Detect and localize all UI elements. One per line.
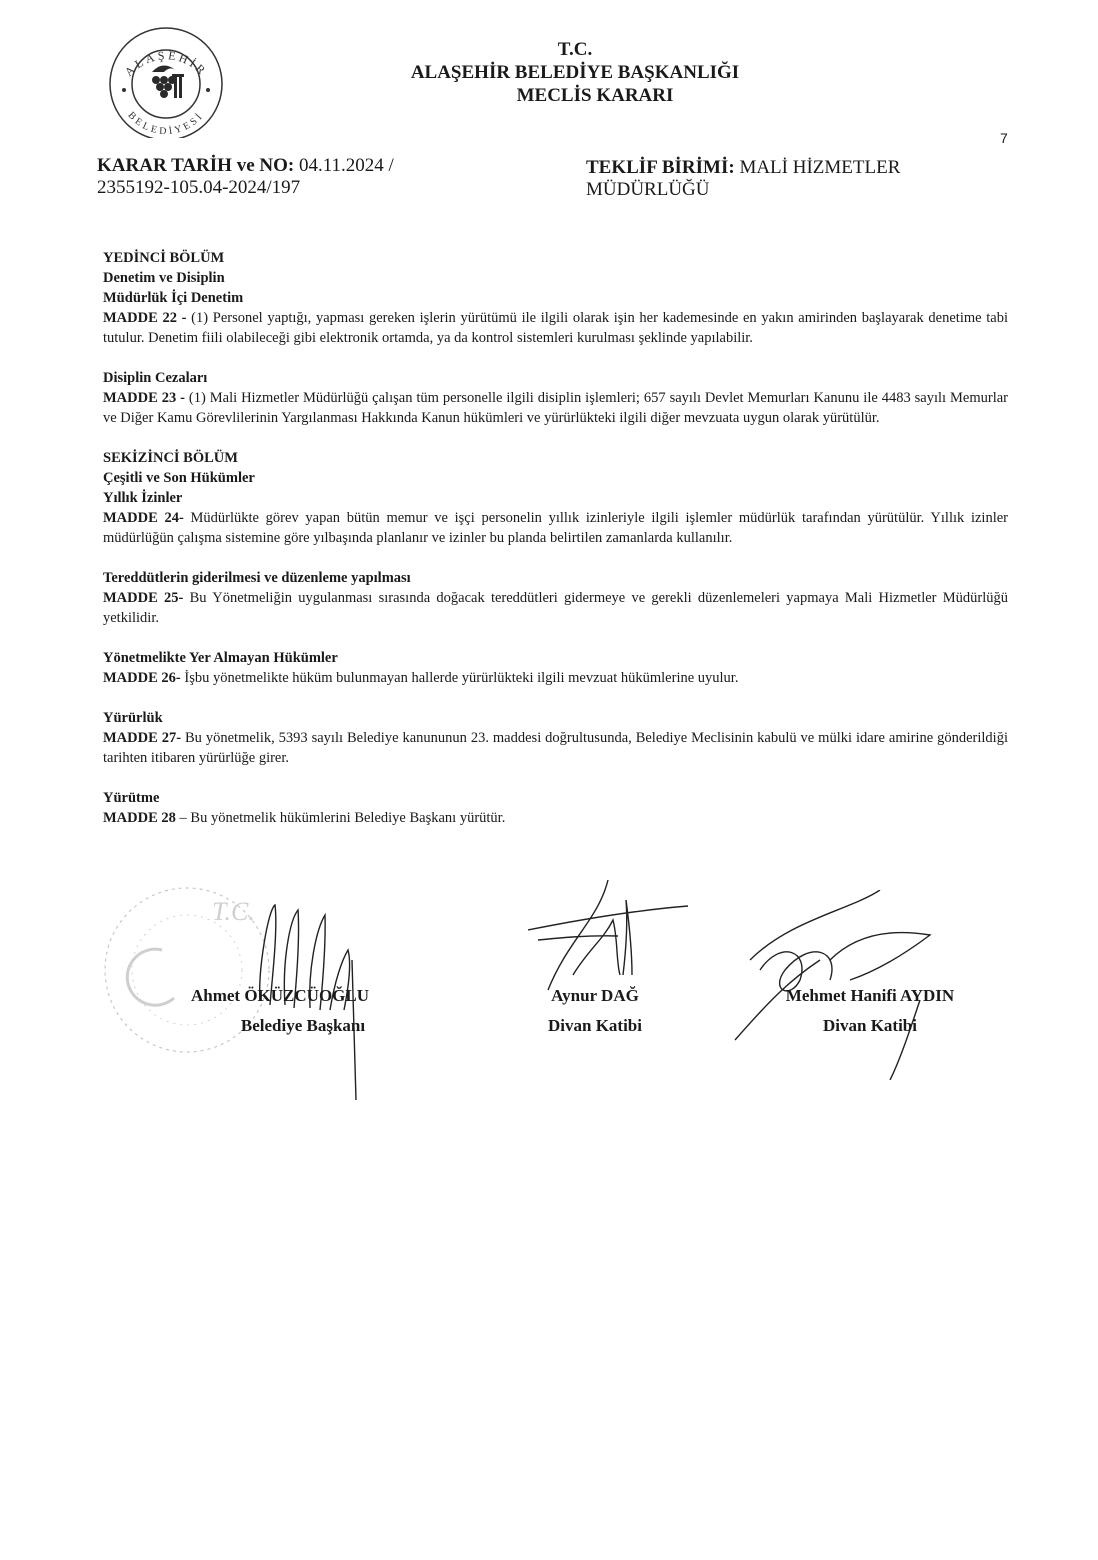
article-label: MADDE 23 -: [103, 390, 185, 406]
subheading: Yürütme: [103, 790, 160, 806]
article-text: Bu Yönetmeliğin uygulanması sırasında doğacak tereddütleri gidermeye ve gerekli düzenlemeleri yapmaya Mali Hizmetler Müdürlüğü yetkilidir.: [103, 590, 1008, 626]
proposal-label: TEKLİF BİRİMİ:: [586, 157, 735, 178]
article-label: MADDE 26-: [103, 670, 181, 686]
article-27: [103, 728, 1008, 768]
chapter-heading: YEDİNCİ BÖLÜM: [103, 250, 225, 266]
article-28: [103, 808, 1008, 828]
article-label: MADDE 24-: [103, 510, 184, 526]
article-label: MADDE 22 -: [103, 310, 187, 326]
document-body: [103, 248, 1008, 828]
article-24: [103, 508, 1008, 548]
article-label: MADDE 25-: [103, 590, 184, 606]
header-tc: T.C.: [557, 39, 593, 60]
subheading: Tereddütlerin giderilmesi ve düzenleme yapılması: [103, 570, 411, 586]
article-text: (1) Mali Hizmetler Müdürlüğü çalışan tüm personelle ilgili disiplin işlemleri; 657 sayılı Devlet Memurları Kanunu ile 4483 sayılı Memurlar ve Diğer Kamu Görevlilerinin Yargılanması Hakkında Kanun hükümleri ve yürürlükteki ilgili diğer mevzuata uygun olarak yürütülür.: [103, 390, 1008, 426]
article-23: [103, 388, 1008, 428]
proposal-unit-line2: MÜDÜRLÜĞÜ: [586, 179, 710, 200]
subheading: Çeşitli ve Son Hükümler: [103, 470, 255, 486]
logo-text-top: ALAŞEHİR: [121, 48, 211, 80]
section-disiplin: [103, 368, 1008, 428]
decision-label: KARAR TARİH ve NO:: [97, 155, 295, 176]
article-text: Bu yönetmelik, 5393 sayılı Belediye kanununun 23. maddesi doğrultusunda, Belediye Meclisinin kabulü ve mülki idare amirine gönderildiği tarihten itibaren yürürlüğe girer.: [103, 730, 1008, 766]
proposal-unit-line1: MALİ HİZMETLER: [739, 157, 901, 178]
clerk1-signature: [510, 981, 680, 1041]
section-tereddut: [103, 568, 1008, 628]
clerk1-name: Aynur DAĞ: [551, 986, 639, 1005]
header-institution: ALAŞEHİR BELEDİYE BAŞKANLIĞI: [410, 62, 740, 83]
article-text: İşbu yönetmelikte hüküm bulunmayan hallerde yürürlükteki ilgili mevzuat hükümlerine uyulur.: [180, 670, 739, 686]
decision-date: 04.11.2024 /: [298, 155, 394, 176]
municipality-logo: [100, 22, 232, 138]
article-label: MADDE 28: [103, 810, 176, 826]
article-text: (1) Personel yaptığı, yapması gereken işlerin yürütümü ile ilgili olarak işin her kademesinde en yakın amirinden başlayarak denetime tabi tutulur. Denetim fiili olabileceği gibi elektronik ortamda, ya da kontrol sistemleri kurulması şeklinde yapılabilir.: [103, 310, 1008, 346]
section-yillik-izinler: [103, 448, 1008, 548]
logo-text-bottom: BELEDİYESİ: [125, 109, 207, 138]
subheading: Disiplin Cezaları: [103, 370, 208, 386]
decision-number: 2355192-105.04-2024/197: [97, 177, 301, 198]
page-number: 7: [1000, 130, 1008, 146]
clerk2-title: Divan Katibi: [823, 1016, 917, 1035]
subheading: Yıllık İzinler: [103, 490, 183, 506]
clerk2-name: Mehmet Hanifi AYDIN: [785, 986, 955, 1005]
article-text: – Bu yönetmelik hükümlerini Belediye Başkanı yürütür.: [175, 810, 506, 826]
subheading: Denetim ve Disiplin: [103, 270, 225, 286]
article-26: [103, 668, 1008, 688]
header-doc-type: MECLİS KARARI: [516, 85, 674, 106]
mayor-signature: [150, 981, 410, 1041]
mayor-name: Ahmet ÖKÜZCÜOĞLU: [190, 986, 370, 1005]
clerk2-signature: [755, 981, 985, 1041]
clerk1-title: Divan Katibi: [548, 1016, 642, 1035]
section-denetim: [103, 248, 1008, 348]
section-yururluk: [103, 708, 1008, 768]
subheading: Yürürlük: [103, 710, 163, 726]
section-yurutme: [103, 788, 1008, 828]
article-text: Müdürlükte görev yapan bütün memur ve işçi personelin yıllık izinleriyle ilgili işlemler müdürlük tarafından yürütülür. Yıllık izinler müdürlüğün çalışma sistemine göre yılbaşında planlanır ve izinler bu planda belirtilen zamanlarda kullanılır.: [103, 510, 1008, 546]
subheading: Yönetmelikte Yer Almayan Hükümler: [103, 650, 338, 666]
svg-text:ALAŞEHİR: [122, 48, 211, 79]
seal-text: T.C.: [212, 897, 255, 926]
article-22: [103, 308, 1008, 348]
mayor-title: Belediye Başkanı: [240, 1016, 366, 1035]
chapter-heading: SEKİZİNCİ BÖLÜM: [103, 450, 238, 466]
decision-block: [97, 155, 497, 199]
article-label: MADDE 27-: [103, 730, 182, 746]
proposal-block: [586, 157, 986, 201]
article-25: [103, 588, 1008, 628]
section-yer-almayan: [103, 648, 1008, 688]
subheading: Müdürlük İçi Denetim: [103, 290, 244, 306]
